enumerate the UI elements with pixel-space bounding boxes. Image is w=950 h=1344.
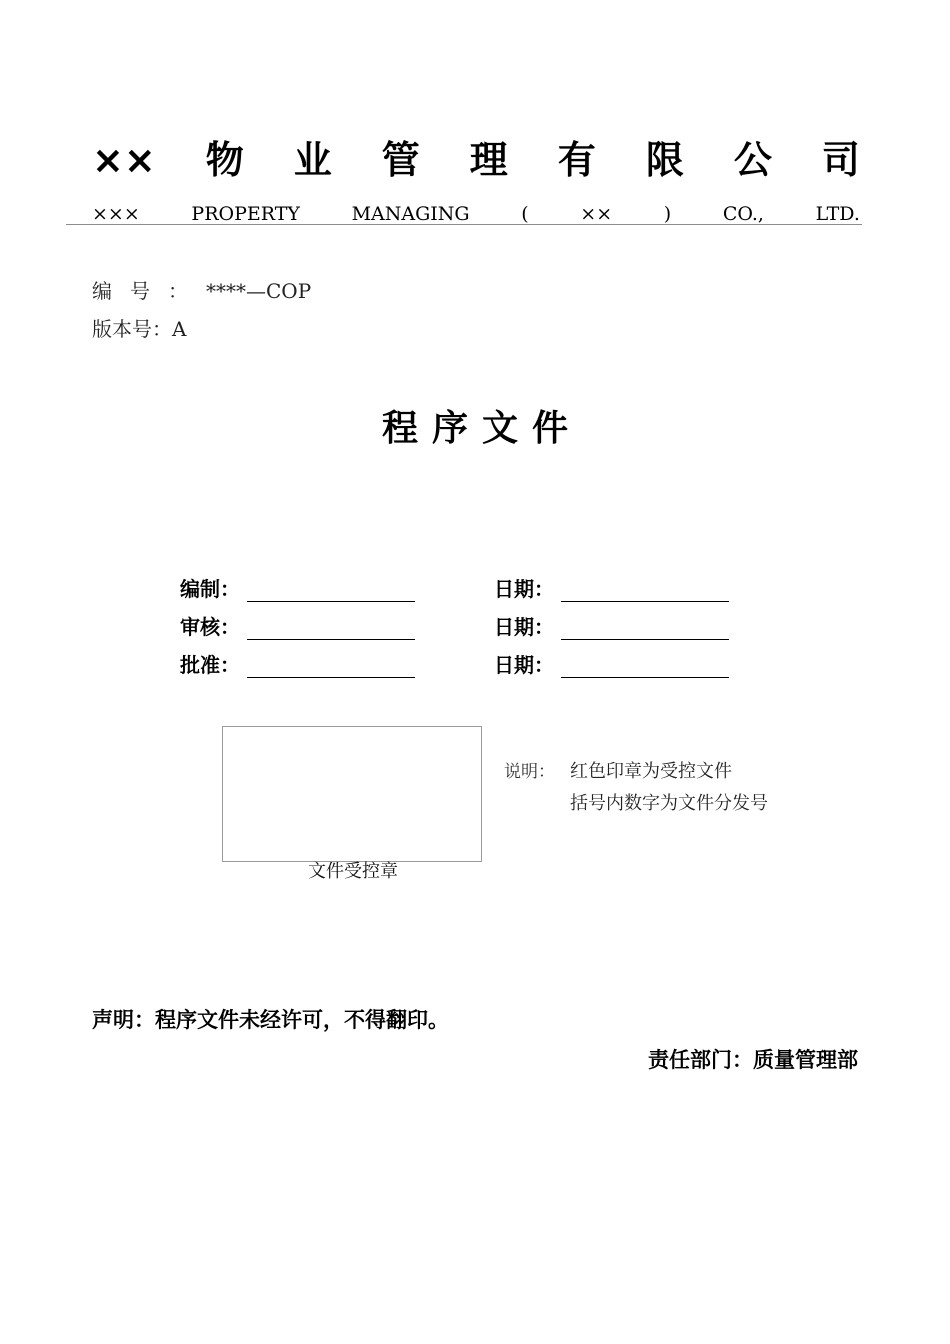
- company-name-cn-part: 管: [381, 138, 420, 182]
- signature-field-compiler[interactable]: [180, 574, 420, 604]
- document-version: [92, 314, 186, 344]
- signature-label: 编制：: [180, 577, 240, 601]
- document-code-value: ****—COP: [206, 279, 312, 303]
- header-divider: [66, 224, 862, 225]
- company-name-en-part: LTD.: [815, 203, 860, 225]
- date-label: 日期：: [494, 615, 554, 639]
- notes-label: 说明：: [504, 762, 555, 782]
- copyright-declaration: 声明：程序文件未经许可，不得翻印。: [92, 1008, 449, 1032]
- company-name-en-part: ×××: [92, 203, 140, 225]
- date-field-approver[interactable]: [494, 650, 734, 680]
- signature-label: 批准：: [180, 653, 240, 677]
- company-name-cn-part: 公: [733, 138, 772, 182]
- company-name-cn-part: 物: [205, 138, 244, 182]
- document-code-label: 编号：: [92, 279, 206, 303]
- company-name-cn: [92, 132, 860, 188]
- signature-blank-line[interactable]: [247, 601, 415, 602]
- company-name-cn-part: ××: [92, 138, 156, 182]
- note-line: 括号内数字为文件分发号: [570, 793, 768, 814]
- date-label: 日期：: [494, 653, 554, 677]
- date-label: 日期：: [494, 577, 554, 601]
- company-name-en-part: ××: [580, 203, 613, 225]
- date-blank-line[interactable]: [561, 677, 729, 678]
- date-field-compiler[interactable]: [494, 574, 734, 604]
- company-name-en-part: CO.,: [722, 203, 764, 225]
- company-name-cn-part: 司: [821, 138, 860, 182]
- document-code: [92, 276, 311, 306]
- control-stamp-box: [222, 726, 482, 862]
- signature-field-reviewer[interactable]: [180, 612, 420, 642]
- signature-field-approver[interactable]: [180, 650, 420, 680]
- date-field-reviewer[interactable]: [494, 612, 734, 642]
- company-name-en-part: PROPERTY: [191, 203, 300, 225]
- signature-blank-line[interactable]: [247, 639, 415, 640]
- company-name-cn-part: 限: [645, 138, 684, 182]
- company-name-en-part: MANAGING: [351, 203, 470, 225]
- signature-blank-line[interactable]: [247, 677, 415, 678]
- document-version-label: 版本号：: [92, 317, 172, 341]
- company-name-en-part: (: [521, 203, 529, 225]
- document-version-value: A: [172, 317, 187, 341]
- note-line: 红色印章为受控文件: [570, 761, 732, 782]
- signature-label: 审核：: [180, 615, 240, 639]
- date-blank-line[interactable]: [561, 639, 729, 640]
- company-name-cn-part: 理: [469, 138, 508, 182]
- responsible-department: 责任部门：质量管理部: [648, 1048, 858, 1072]
- company-name-en-part: ): [663, 203, 672, 225]
- date-blank-line[interactable]: [561, 601, 729, 602]
- company-name-cn-part: 有: [557, 138, 596, 182]
- company-name-cn-part: 业: [293, 138, 332, 182]
- control-stamp-caption: 文件受控章: [308, 861, 398, 882]
- document-title: 程序文件: [381, 408, 582, 449]
